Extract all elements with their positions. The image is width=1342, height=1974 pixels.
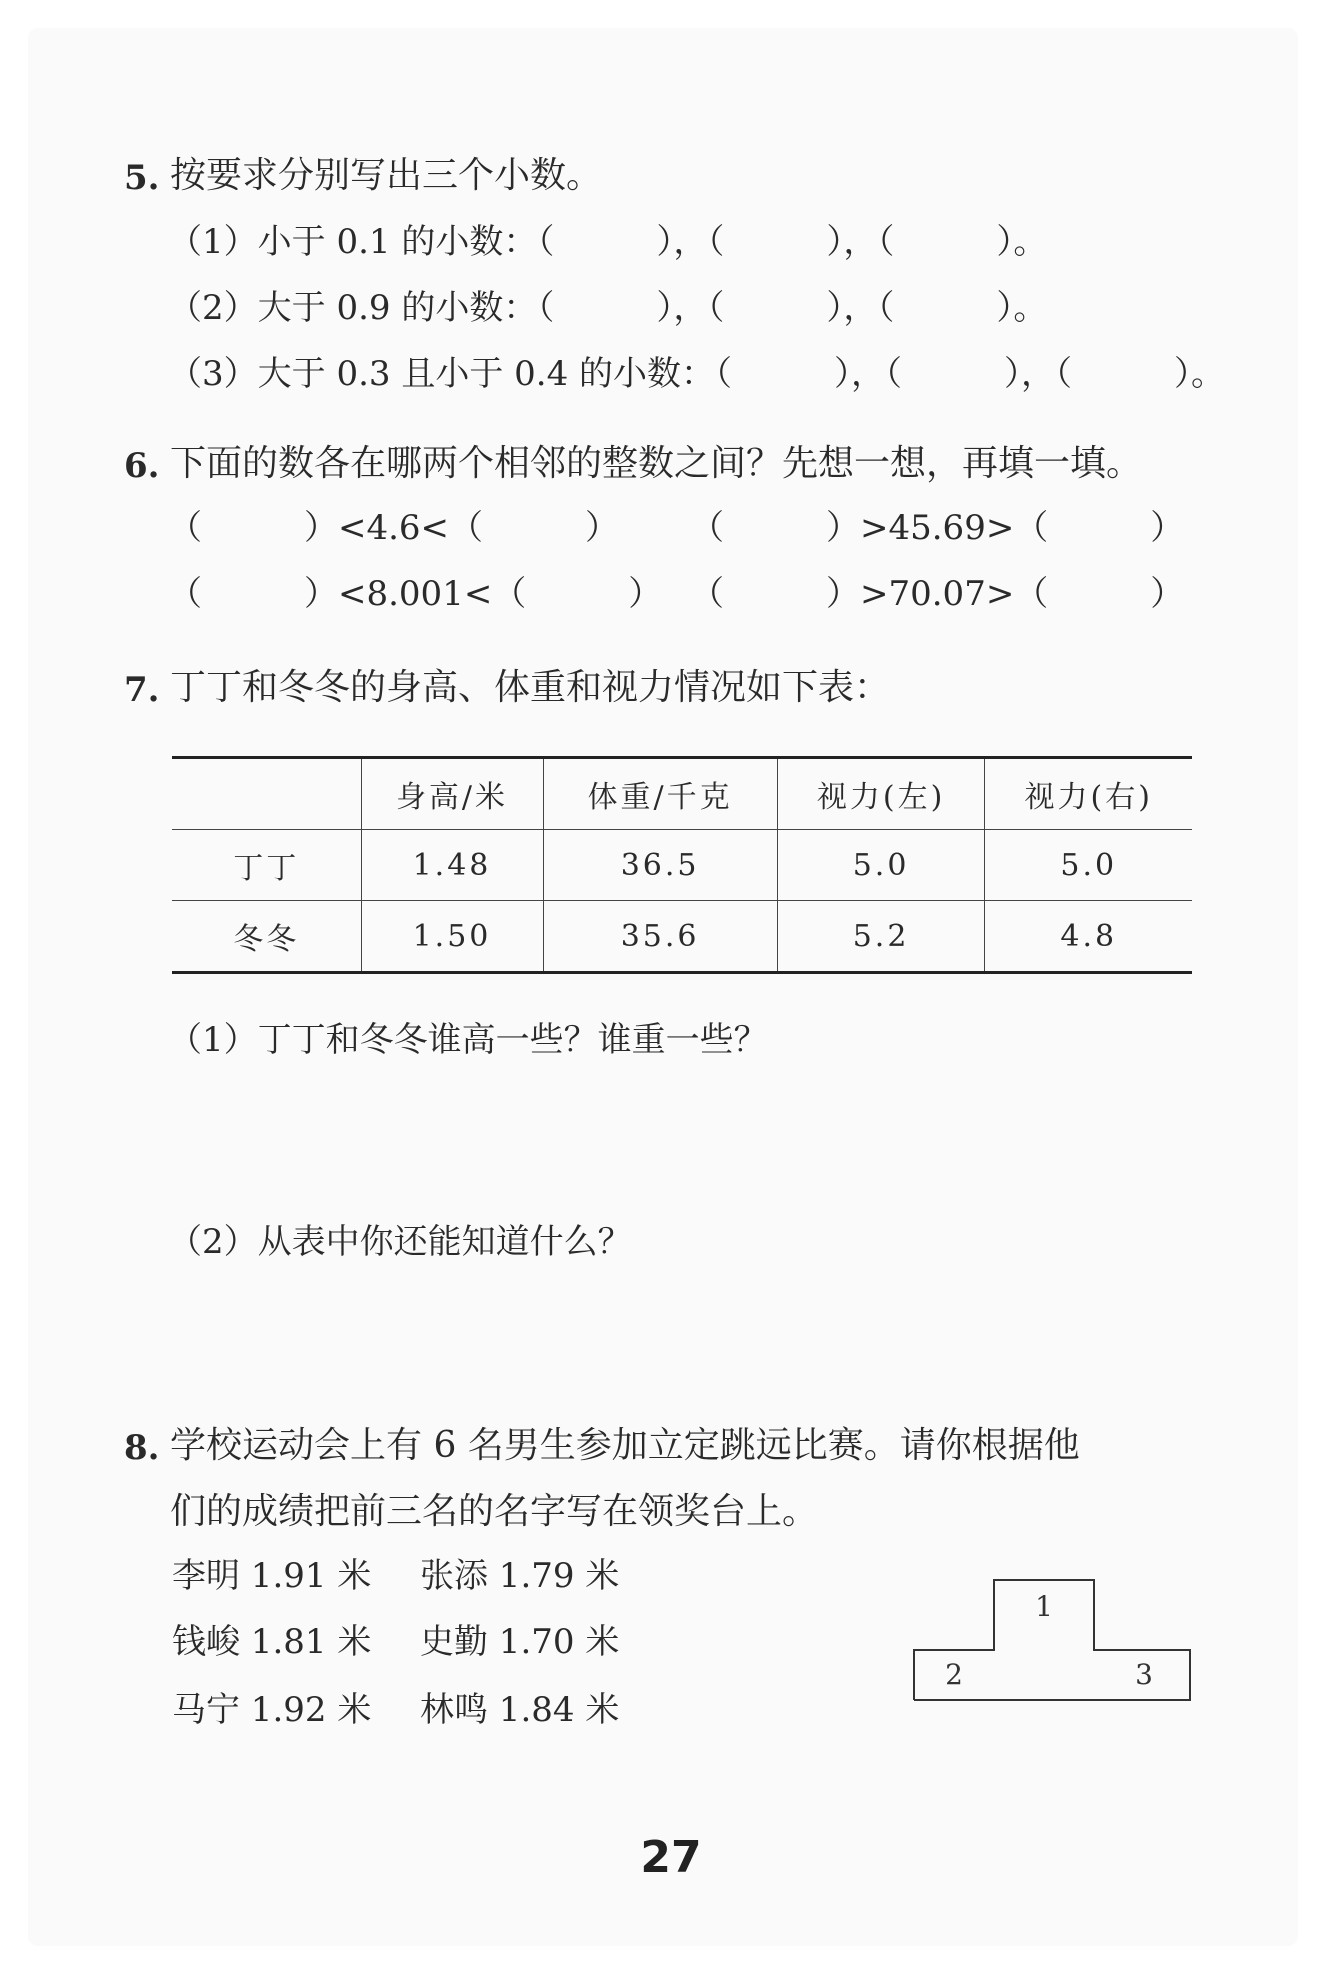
q7-table: [172, 756, 1192, 974]
q5-title: 按要求分别写出三个小数。: [170, 155, 603, 196]
table-cell: 5.0: [985, 830, 1192, 901]
podium-diagram: [912, 1578, 1192, 1702]
q5-number: 5.: [124, 158, 160, 198]
table-cell: 5.0: [777, 830, 985, 901]
q7-sub2: （2）从表中你还能知道什么？: [168, 1222, 632, 1262]
q7-sub1: （1）丁丁和冬冬谁高一些？谁重一些？: [168, 1020, 768, 1060]
q6-number: 6.: [124, 446, 160, 486]
table-cell: 1.50: [361, 901, 543, 973]
table-row: [172, 901, 1192, 973]
q8-result: 林鸣 1.84 米: [420, 1690, 620, 1730]
table-header-vision-left: 视力(左): [777, 758, 985, 830]
table-cell: 1.48: [361, 830, 543, 901]
q7-title: 丁丁和冬冬的身高、体重和视力情况如下表：: [170, 667, 891, 708]
table-header-weight: 体重/千克: [543, 758, 777, 830]
q5-item-1: （1）小于 0.1 的小数：（ ），（ ），（ ）。: [168, 222, 1048, 262]
q6-row1-right: （ ）>45.69>（ ）: [690, 508, 1185, 548]
table-header-blank: [172, 758, 361, 830]
podium-third-label: 3: [1135, 1658, 1153, 1691]
page-number: 27: [640, 1832, 702, 1883]
q8-result: 史勤 1.70 米: [420, 1622, 620, 1662]
table-cell: 5.2: [777, 901, 985, 973]
q6-row2-left: （ ）<8.001<（ ）: [168, 574, 663, 614]
table-header-height: 身高/米: [361, 758, 543, 830]
podium-first-label: 1: [1035, 1590, 1053, 1623]
table-header-vision-right: 视力(右): [985, 758, 1192, 830]
q6-row1-left: （ ）<4.6<（ ）: [168, 508, 620, 548]
q5-item-3: （3）大于 0.3 且小于 0.4 的小数：（ ），（ ），（ ）。: [168, 354, 1226, 394]
q8-title-line1: 学校运动会上有 6 名男生参加立定跳远比赛。请你根据他: [170, 1425, 1080, 1466]
podium-second-label: 2: [945, 1658, 963, 1691]
q8-result: 马宁 1.92 米: [172, 1690, 372, 1730]
table-cell: 35.6: [543, 901, 777, 973]
q8-result: 钱峻 1.81 米: [172, 1622, 372, 1662]
q7-number: 7.: [124, 670, 160, 710]
q8-title-line2: 们的成绩把前三名的名字写在领奖台上。: [170, 1491, 819, 1532]
q6-title: 下面的数各在哪两个相邻的整数之间？先想一想，再填一填。: [170, 443, 1143, 484]
table-row: [172, 830, 1192, 901]
table-cell: 36.5: [543, 830, 777, 901]
winners-podium: [912, 1578, 1192, 1706]
table-header-row: [172, 758, 1192, 830]
table-cell: 丁丁: [172, 830, 361, 901]
q5-item-2: （2）大于 0.9 的小数：（ ），（ ），（ ）。: [168, 288, 1048, 328]
q8-number: 8.: [124, 1428, 160, 1468]
q8-result: 张添 1.79 米: [420, 1556, 620, 1596]
q6-row2-right: （ ）>70.07>（ ）: [690, 574, 1185, 614]
q8-result: 李明 1.91 米: [172, 1556, 372, 1596]
table-cell: 冬冬: [172, 901, 361, 973]
table-cell: 4.8: [985, 901, 1192, 973]
